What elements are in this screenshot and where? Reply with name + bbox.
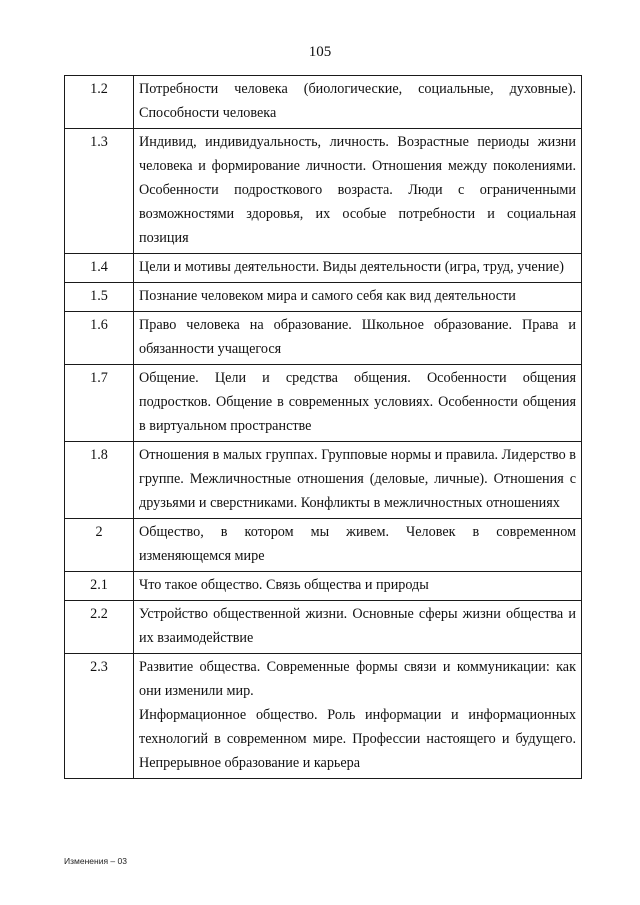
section-topic bbox=[134, 129, 582, 254]
topic-paragraph: Развитие общества. Современные формы связи и коммуникации: как они изменили мир. bbox=[139, 659, 576, 699]
table-row bbox=[65, 129, 582, 254]
section-number: 2.1 bbox=[65, 572, 134, 601]
section-topic bbox=[134, 572, 582, 601]
table-row bbox=[65, 283, 582, 312]
revision-footer: Изменения – 03 bbox=[64, 856, 127, 866]
section-topic bbox=[134, 312, 582, 365]
section-number: 1.7 bbox=[65, 365, 134, 442]
section-topic bbox=[134, 365, 582, 442]
section-number: 2.3 bbox=[65, 654, 134, 779]
topic-paragraph: Общество, в котором мы живем. Человек в современном изменяющемся мире bbox=[139, 524, 576, 564]
table-row bbox=[65, 76, 582, 129]
section-number: 1.2 bbox=[65, 76, 134, 129]
section-number: 2.2 bbox=[65, 601, 134, 654]
section-topic bbox=[134, 519, 582, 572]
section-topic bbox=[134, 254, 582, 283]
topics-table bbox=[64, 75, 582, 779]
topic-paragraph: Отношения в малых группах. Групповые нормы и правила. Лидерство в группе. Межличностные отношения (деловые, личные). Отношения с друзьями и сверстниками. Конфликты в межличностных отношениях bbox=[139, 447, 576, 511]
topic-paragraph: Познание человеком мира и самого себя как вид деятельности bbox=[139, 288, 516, 304]
section-topic bbox=[134, 654, 582, 779]
table-row bbox=[65, 442, 582, 519]
section-number: 1.6 bbox=[65, 312, 134, 365]
section-topic bbox=[134, 442, 582, 519]
table-row bbox=[65, 312, 582, 365]
topic-paragraph: Информационное общество. Роль информации и информационных технологий в современном мире. Профессии настоящего и будущего. Непрерывное образование и карьера bbox=[139, 707, 576, 771]
topics-table-body bbox=[65, 76, 582, 779]
section-number: 2 bbox=[65, 519, 134, 572]
table-row bbox=[65, 519, 582, 572]
page-number: 105 bbox=[308, 44, 332, 60]
section-topic bbox=[134, 76, 582, 129]
topic-paragraph: Общение. Цели и средства общения. Особенности общения подростков. Общение в современных условиях. Особенности общения в виртуальном пространстве bbox=[139, 370, 576, 434]
section-number: 1.4 bbox=[65, 254, 134, 283]
table-row bbox=[65, 254, 582, 283]
topic-paragraph: Потребности человека (биологические, социальные, духовные). Способности человека bbox=[139, 81, 576, 121]
table-row bbox=[65, 365, 582, 442]
section-number: 1.3 bbox=[65, 129, 134, 254]
section-topic bbox=[134, 283, 582, 312]
table-row bbox=[65, 654, 582, 779]
section-number: 1.5 bbox=[65, 283, 134, 312]
topic-paragraph: Индивид, индивидуальность, личность. Возрастные периоды жизни человека и формирование личности. Отношения между поколениями. Особенности подросткового возраста. Люди с ограниченными возможностями здоровья, их особые потребности и социальная позиция bbox=[139, 134, 576, 246]
topic-paragraph: Что такое общество. Связь общества и природы bbox=[139, 577, 429, 593]
table-row bbox=[65, 572, 582, 601]
table-row bbox=[65, 601, 582, 654]
section-number: 1.8 bbox=[65, 442, 134, 519]
topic-paragraph: Устройство общественной жизни. Основные сферы жизни общества и их взаимодействие bbox=[139, 606, 576, 646]
topic-paragraph: Право человека на образование. Школьное образование. Права и обязанности учащегося bbox=[139, 317, 576, 357]
section-topic bbox=[134, 601, 582, 654]
topic-paragraph: Цели и мотивы деятельности. Виды деятельности (игра, труд, учение) bbox=[139, 259, 564, 275]
